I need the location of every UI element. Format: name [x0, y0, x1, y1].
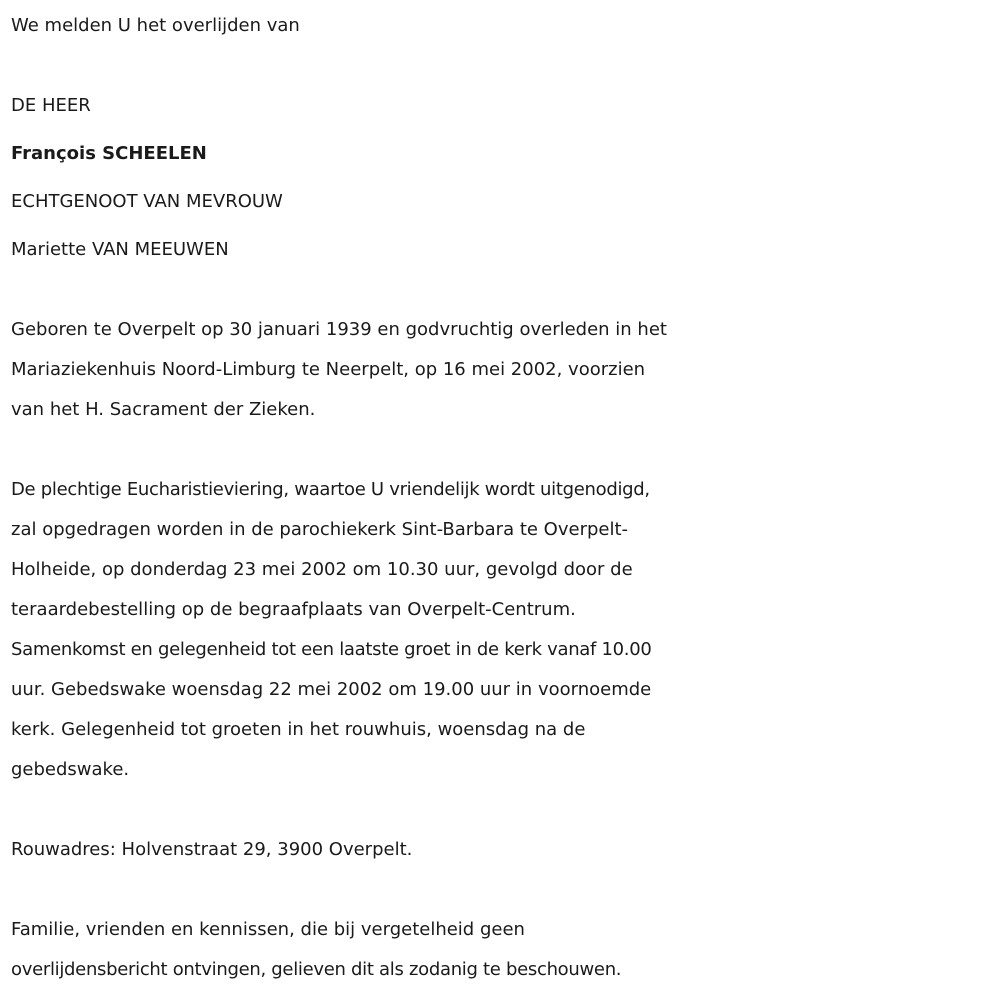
paragraph-line: teraardebestelling op de begraafplaats van Overpelt-Centrum. — [11, 599, 576, 620]
intro-line: We melden U het overlijden van — [11, 15, 300, 36]
paragraph-line: De plechtige Eucharistieviering, waartoe U vriendelijk wordt uitgenodigd, — [11, 479, 650, 500]
spacer — [11, 870, 996, 910]
address-line: Rouwadres: Holvenstraat 29, 3900 Overpelt. — [11, 839, 413, 860]
paragraph-line: Geboren te Overpelt op 30 januari 1939 en godvruchtig overleden in het — [11, 319, 667, 340]
relation-line: ECHTGENOOT VAN MEVROUW — [11, 191, 283, 212]
spacer — [11, 430, 996, 470]
paragraph-line: van het H. Sacrament der Zieken. — [11, 399, 316, 420]
title-line: DE HEER — [11, 95, 91, 116]
deceased-name: François SCHEELEN — [11, 143, 207, 164]
paragraph-line: uur. Gebedswake woensdag 22 mei 2002 om 19.00 uur in voornoemde — [11, 679, 652, 700]
paragraph-line: Mariaziekenhuis Noord-Limburg te Neerpelt, op 16 mei 2002, voorzien — [11, 359, 646, 380]
paragraph-line: gebedswake. — [11, 759, 130, 780]
spacer — [11, 790, 996, 830]
spacer — [11, 46, 996, 86]
closing-paragraph — [11, 910, 996, 990]
ceremony-paragraph — [11, 470, 996, 790]
paragraph-line: Familie, vrienden en kennissen, die bij vergetelheid geen — [11, 919, 525, 940]
spouse-name: Mariette VAN MEEUWEN — [11, 239, 229, 260]
paragraph-line: overlijdensbericht ontvingen, gelieven dit als zodanig te beschouwen. — [11, 959, 622, 980]
spacer — [11, 270, 996, 310]
death-notice — [11, 6, 996, 990]
birth-death-paragraph — [11, 310, 996, 430]
paragraph-line: kerk. Gelegenheid tot groeten in het rouwhuis, woensdag na de — [11, 719, 586, 740]
paragraph-line: Samenkomst en gelegenheid tot een laatste groet in de kerk vanaf 10.00 — [11, 639, 652, 660]
paragraph-line: Holheide, op donderdag 23 mei 2002 om 10.30 uur, gevolgd door de — [11, 559, 633, 580]
paragraph-line: zal opgedragen worden in de parochiekerk Sint-Barbara te Overpelt- — [11, 519, 629, 540]
